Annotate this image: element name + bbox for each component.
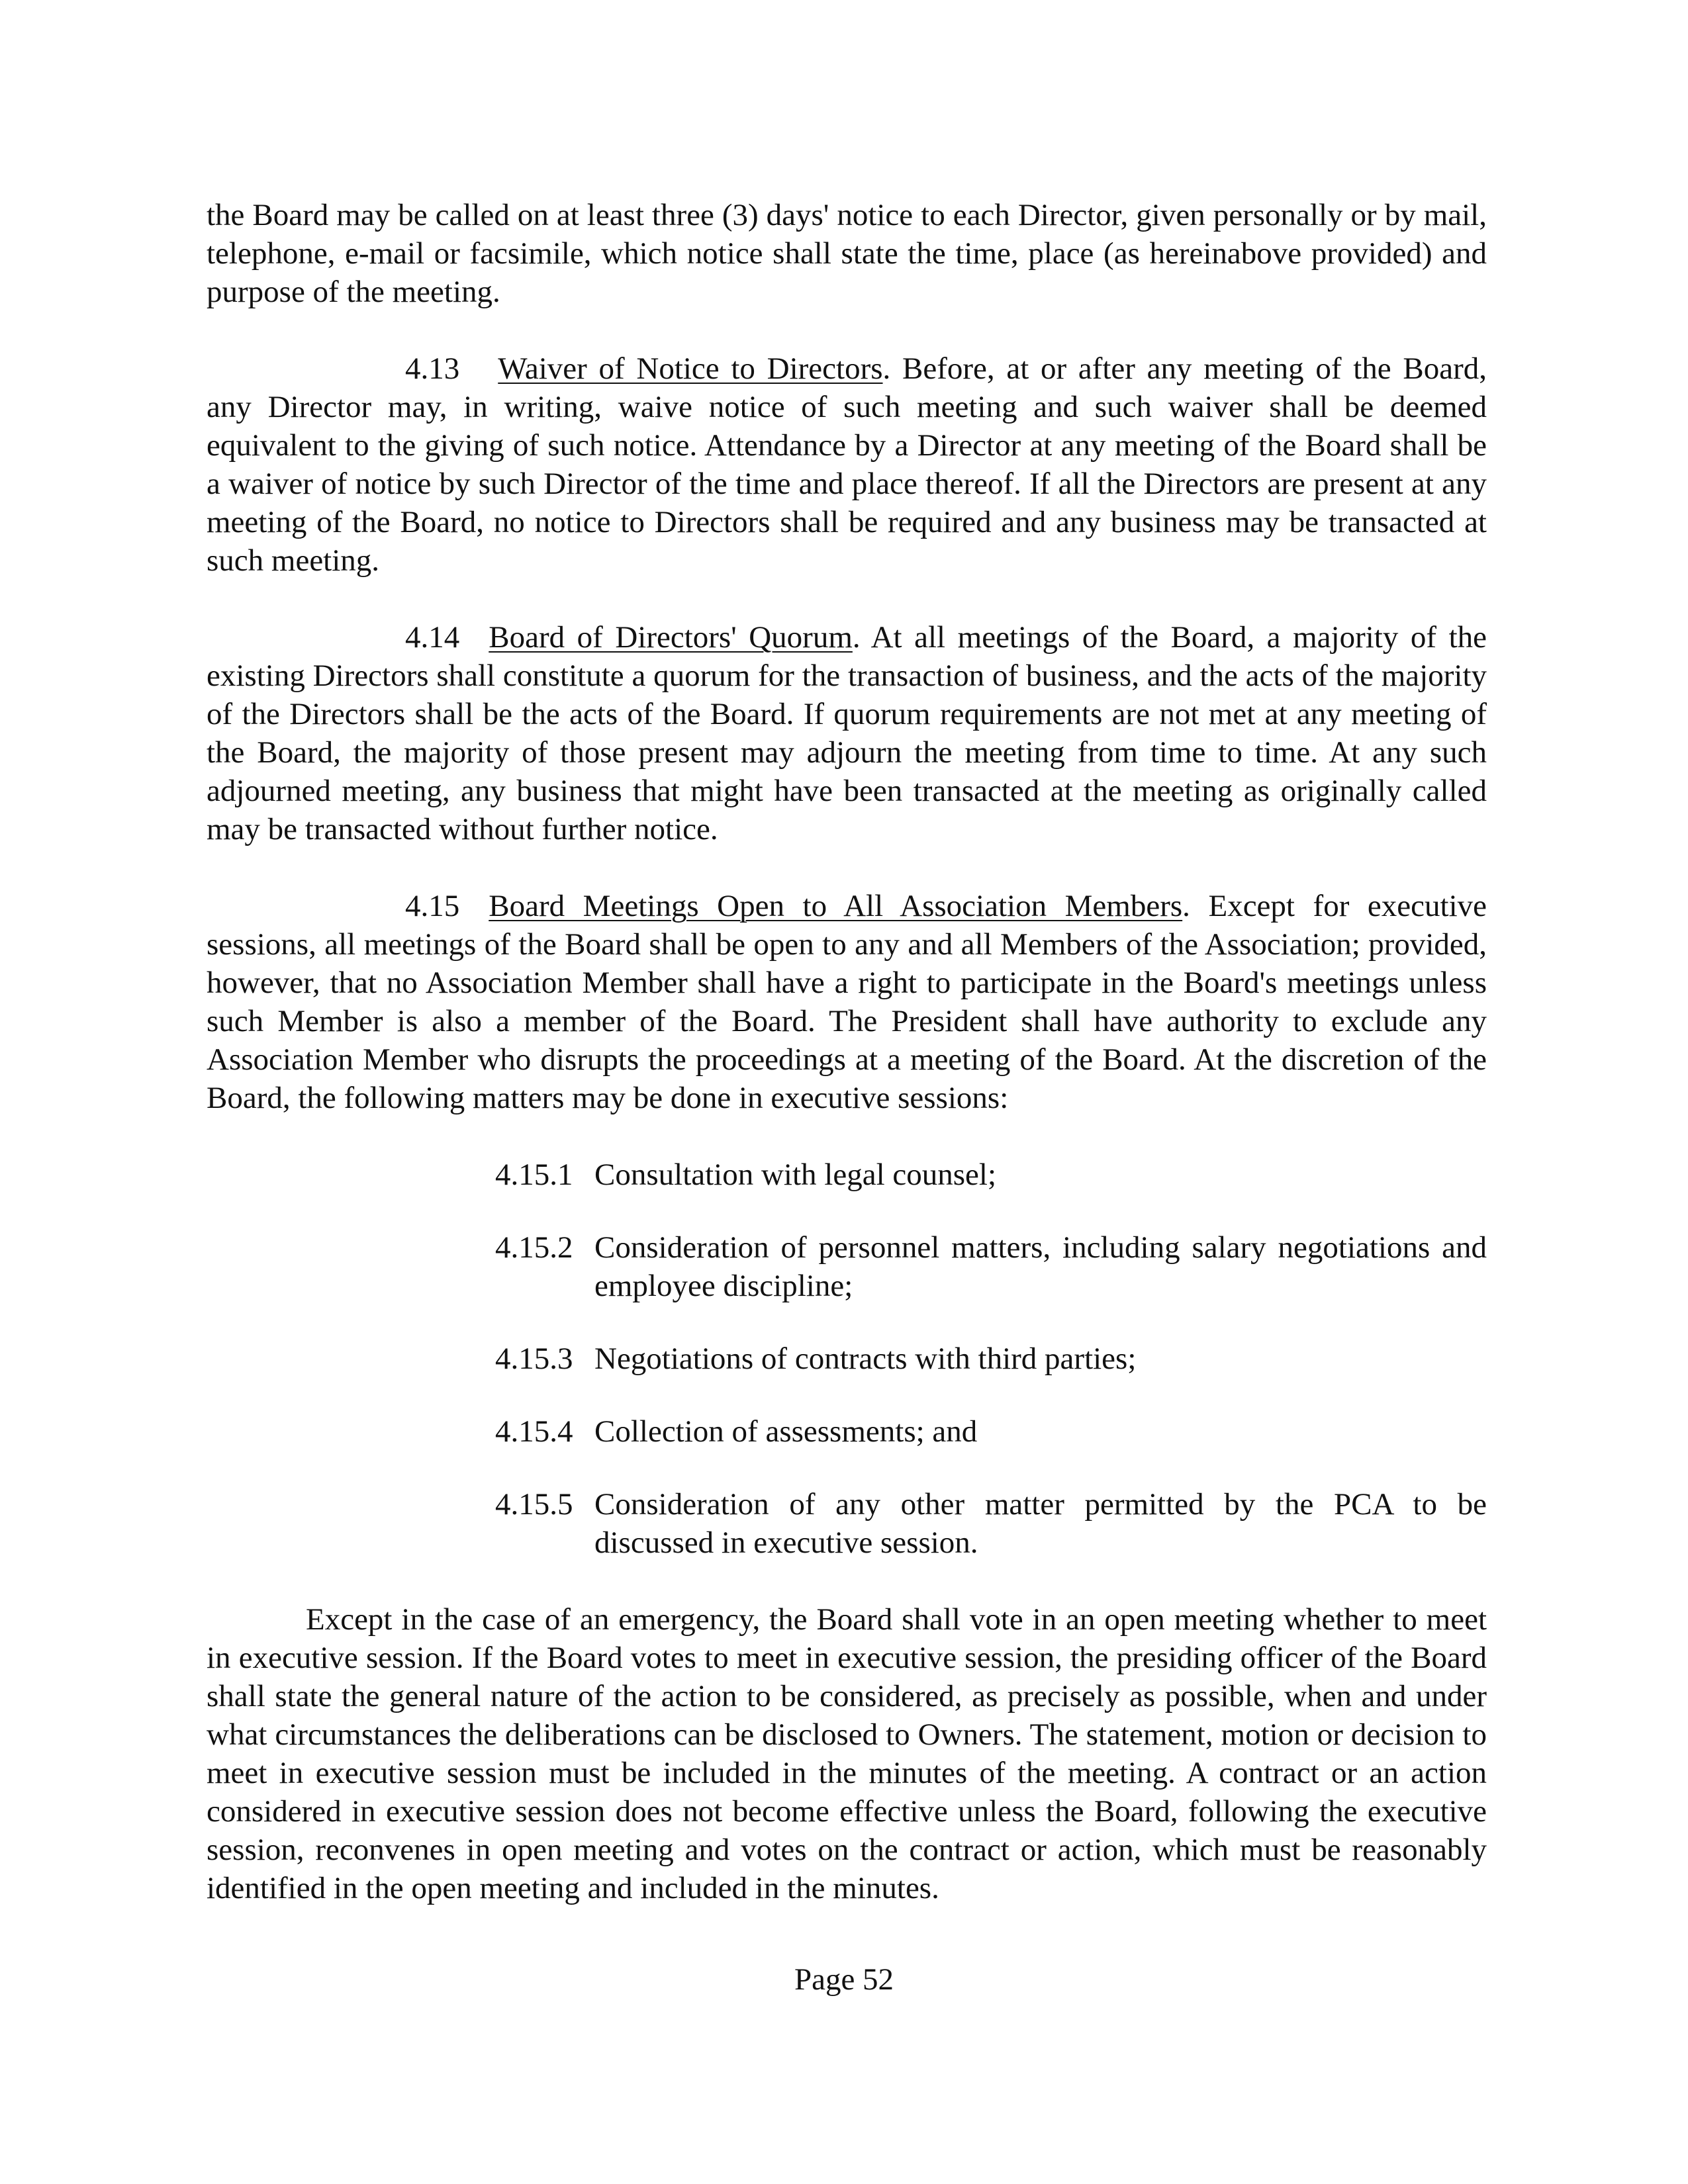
section-heading: Waiver of Notice to Directors [498, 351, 883, 386]
page-body [207, 196, 1487, 1907]
list-item-text: Collection of assessments; and [594, 1414, 978, 1449]
list-item-number: 4.15.1 [495, 1158, 573, 1192]
list-item [495, 1340, 1487, 1378]
list-item-text: Consideration of personnel matters, including salary negotiations and employee discipline; [594, 1230, 1487, 1303]
executive-session-matters-list [495, 1156, 1487, 1562]
list-item-number: 4.15.4 [495, 1414, 573, 1449]
section-number: 4.13 [405, 351, 460, 386]
section-body: . At all meetings of the Board, a majority of the existing Directors shall constitute a quorum for the transaction of business, and the acts of the majority of the Directors shall be the acts of the Board. If quorum requirements are not met at any meeting of the Board, the majority of those present may adjourn the meeting from time to time. At any such adjourned meeting, any business that might have been transacted at the meeting as originally called may be transacted without further notice. [207, 620, 1487, 846]
paragraph-gap [207, 311, 1487, 349]
section-heading: Board Meetings Open to All Association Members [489, 889, 1183, 923]
section-number: 4.15 [405, 889, 460, 923]
paragraph-gap [207, 848, 1487, 887]
section-heading: Board of Directors' Quorum [489, 620, 853, 655]
list-item-number: 4.15.2 [495, 1230, 573, 1265]
section-4-13 [207, 349, 1487, 580]
list-item-text: Consideration of any other matter permitted by the PCA to be discussed in executive session. [594, 1487, 1487, 1560]
section-4-14 [207, 618, 1487, 848]
section-body: . Before, at or after any meeting of the Board, any Director may, in writing, waive notice of such meeting and such waiver shall be deemed equivalent to the giving of such notice. Attendance by a Director at any meeting of the Board shall be a waiver of notice by such Director of the time and place thereof. If all the Directors are present at any meeting of the Board, no notice to Directors shall be required and any business may be transacted at such meeting. [207, 351, 1487, 578]
list-item-text: Consultation with legal counsel; [594, 1158, 997, 1192]
list-item-number: 4.15.5 [495, 1487, 573, 1522]
section-4-15 [207, 887, 1487, 1117]
section-body: . Except for executive sessions, all meetings of the Board shall be open to any and all Members of the Association; provided, however, that no Association Member shall have a right to participate in the Board's meetings unless such Member is also a member of the Board. The President shall have authority to exclude any Association Member who disrupts the proceedings at a meeting of the Board. At the discretion of the Board, the following matters may be done in executive sessions: [207, 889, 1487, 1115]
list-item-text: Negotiations of contracts with third parties; [594, 1342, 1137, 1376]
list-item-number: 4.15.3 [495, 1342, 573, 1376]
list-item [495, 1412, 1487, 1451]
list-item [495, 1485, 1487, 1562]
paragraph-gap [207, 1117, 1487, 1156]
section-number: 4.14 [405, 620, 460, 655]
closing-paragraph: Except in the case of an emergency, the Board shall vote in an open meeting whether to meet in executive session. If the Board votes to meet in executive session, the presiding officer of the Board shall state the general nature of the action to be considered, as precisely as possible, when and under what circumstances the deliberations can be disclosed to Owners. The statement, motion or decision to meet in executive session must be included in the minutes of the meeting. A contract or an action considered in executive session does not become effective unless the Board, following the executive session, reconvenes in open meeting and votes on the contract or action, which must be reasonably identified in the open meeting and included in the minutes. [207, 1602, 1487, 1905]
page-number: Page 52 [794, 1962, 894, 1997]
intro-paragraph: the Board may be called on at least three (3) days' notice to each Director, given personally or by mail, telephone, e-mail or facsimile, which notice shall state the time, place (as hereinabove provided) and purpose of the meeting. [207, 198, 1487, 309]
list-item [495, 1156, 1487, 1194]
list-item [495, 1228, 1487, 1305]
paragraph-gap [207, 1562, 1487, 1600]
paragraph-gap [207, 580, 1487, 618]
